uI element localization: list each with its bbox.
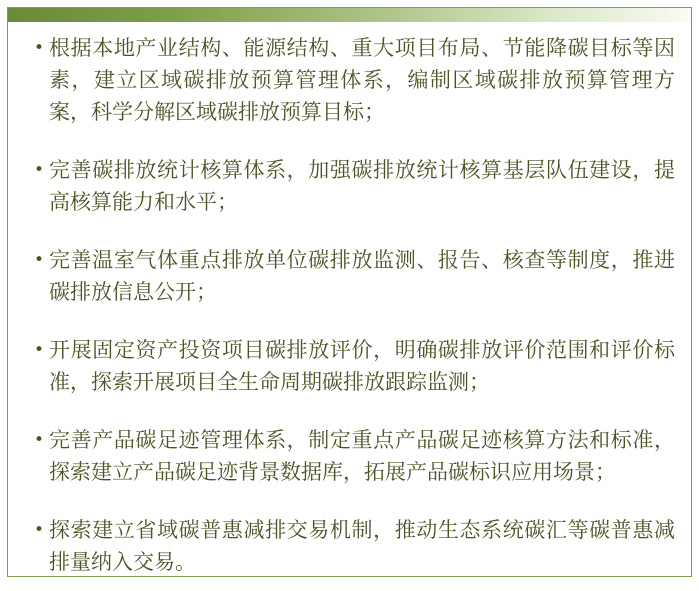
list-item [34, 244, 675, 308]
content-panel [7, 7, 692, 577]
bullet-icon: • [34, 340, 45, 360]
bullet-text: 开展固定资产投资项目碳排放评价，明确碳排放评价范围和评价标准，探索开展项目全生命周期碳排放跟踪监测； [49, 338, 675, 394]
list-item [34, 514, 675, 578]
bullet-icon: • [34, 430, 45, 450]
list-item [34, 32, 675, 128]
top-gradient-bar [8, 8, 691, 22]
bullet-text: 探索建立省域碳普惠减排交易机制，推动生态系统碳汇等碳普惠减排量纳入交易。 [49, 518, 675, 574]
list-item [34, 154, 675, 218]
bullet-icon: • [34, 38, 45, 58]
bullet-icon: • [34, 160, 45, 180]
list-item [34, 334, 675, 398]
list-item [34, 424, 675, 488]
bullet-text: 完善产品碳足迹管理体系，制定重点产品碳足迹核算方法和标准，探索建立产品碳足迹背景数据库，拓展产品碳标识应用场景； [49, 428, 675, 484]
bullet-list [8, 22, 691, 578]
bullet-text: 完善温室气体重点排放单位碳排放监测、报告、核查等制度，推进碳排放信息公开； [49, 248, 675, 304]
bullet-icon: • [34, 520, 45, 540]
bullet-text: 完善碳排放统计核算体系，加强碳排放统计核算基层队伍建设，提高核算能力和水平； [49, 158, 675, 214]
bullet-icon: • [34, 250, 45, 270]
bullet-text: 根据本地产业结构、能源结构、重大项目布局、节能降碳目标等因素，建立区域碳排放预算管理体系，编制区域碳排放预算管理方案，科学分解区域碳排放预算目标； [49, 36, 675, 124]
